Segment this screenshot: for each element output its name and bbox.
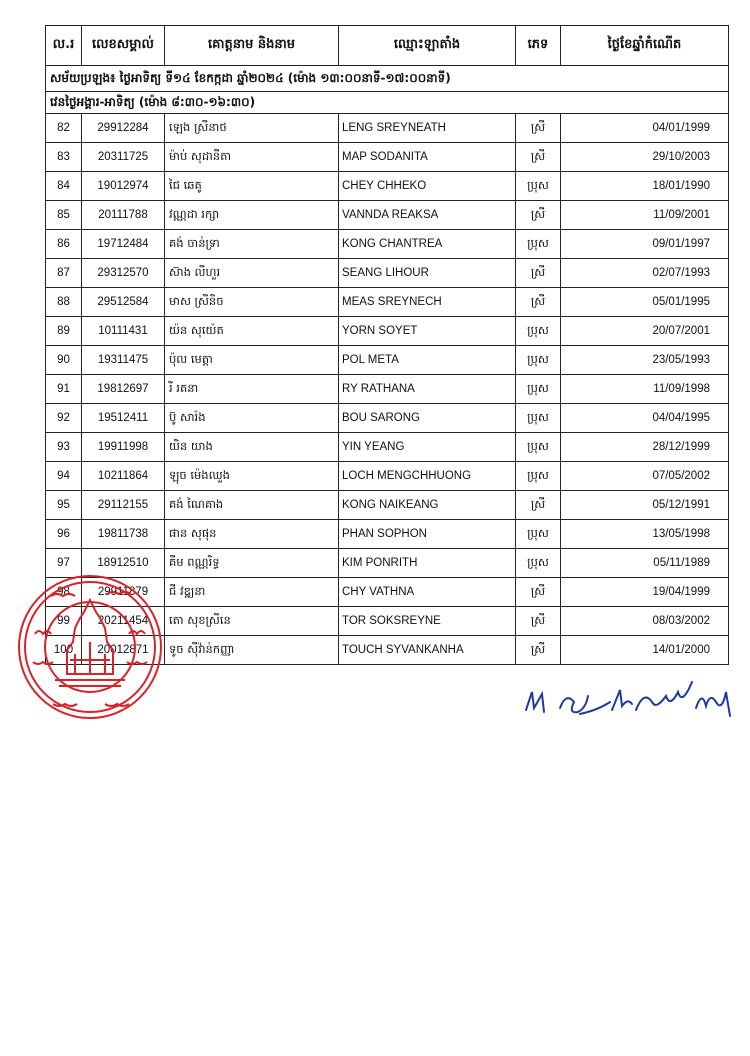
- session-row: [46, 66, 729, 92]
- table-row: [46, 375, 729, 404]
- table-row: [46, 520, 729, 549]
- cell-no: 96: [46, 520, 82, 549]
- cell-dob: 28/12/1999: [561, 433, 729, 462]
- cell-dob: 05/01/1995: [561, 288, 729, 317]
- cell-no: 92: [46, 404, 82, 433]
- cell-latin-name: KONG NAIKEANG: [339, 491, 516, 520]
- cell-gender: ប្រុស: [516, 462, 561, 491]
- cell-gender: ប្រុស: [516, 230, 561, 259]
- table-row: [46, 462, 729, 491]
- cell-khmer-name: ជៃ ឆេគូ: [165, 172, 339, 201]
- cell-no: 90: [46, 346, 82, 375]
- cell-latin-name: YIN YEANG: [339, 433, 516, 462]
- shift-subtitle: វេនថ្ងៃអង្គារ-អាទិត្យ (ម៉ោង ៨:៣០-១៦:៣០): [46, 92, 729, 114]
- cell-dob: 19/04/1999: [561, 578, 729, 607]
- table-row: [46, 230, 729, 259]
- cell-id: 29312570: [82, 259, 165, 288]
- cell-latin-name: LENG SREYNEATH: [339, 114, 516, 143]
- session-title: សម័យប្រឡង៖ ថ្ងៃអាទិត្យ ទី១៤ ខែកក្កដា ឆ្នាំ២០២៤ (ម៉ោង ១៣:០០នាទី-១៧:០០នាទី): [46, 66, 729, 92]
- table-row: [46, 346, 729, 375]
- cell-dob: 05/11/1989: [561, 549, 729, 578]
- table-row: [46, 636, 729, 665]
- cell-latin-name: MEAS SREYNECH: [339, 288, 516, 317]
- cell-khmer-name: យ៉ន សុយ៉េត: [165, 317, 339, 346]
- cell-id: 29112155: [82, 491, 165, 520]
- cell-khmer-name: ទូច ស៊ីវ៉ាន់កញ្ញា: [165, 636, 339, 665]
- cell-khmer-name: គង់ ចាន់ទ្រា: [165, 230, 339, 259]
- cell-id: 19812697: [82, 375, 165, 404]
- cell-dob: 13/05/1998: [561, 520, 729, 549]
- exam-roster-sheet: [45, 25, 728, 665]
- cell-id: 18912510: [82, 549, 165, 578]
- table-row: [46, 143, 729, 172]
- cell-id: 29911879: [82, 578, 165, 607]
- cell-gender: ស្រី: [516, 607, 561, 636]
- cell-id: 20311725: [82, 143, 165, 172]
- cell-gender: ស្រី: [516, 259, 561, 288]
- cell-dob: 18/01/1990: [561, 172, 729, 201]
- cell-latin-name: YORN SOYET: [339, 317, 516, 346]
- cell-latin-name: TOUCH SYVANKANHA: [339, 636, 516, 665]
- cell-gender: ស្រី: [516, 288, 561, 317]
- table-row: [46, 607, 729, 636]
- table-row: [46, 433, 729, 462]
- table-row: [46, 578, 729, 607]
- cell-id: 19512411: [82, 404, 165, 433]
- cell-gender: ស្រី: [516, 636, 561, 665]
- table-header-row: [46, 26, 729, 66]
- cell-latin-name: MAP SODANITA: [339, 143, 516, 172]
- cell-gender: ប្រុស: [516, 549, 561, 578]
- cell-id: 19911998: [82, 433, 165, 462]
- cell-latin-name: CHEY CHHEKO: [339, 172, 516, 201]
- cell-no: 85: [46, 201, 82, 230]
- cell-khmer-name: គង់ ណៃគាង: [165, 491, 339, 520]
- header-dob: ថ្ងៃខែឆ្នាំកំណើត: [561, 26, 729, 66]
- header-latin-name: ឈ្មោះឡាតាំង: [339, 26, 516, 66]
- table-row: [46, 404, 729, 433]
- cell-no: 94: [46, 462, 82, 491]
- header-khmer-name: គោត្តនាម និងនាម: [165, 26, 339, 66]
- cell-khmer-name: មាស ស្រីនិច: [165, 288, 339, 317]
- cell-no: 88: [46, 288, 82, 317]
- cell-latin-name: PHAN SOPHON: [339, 520, 516, 549]
- cell-khmer-name: ស៊ាង លីហួរ: [165, 259, 339, 288]
- cell-gender: ប្រុស: [516, 172, 561, 201]
- candidate-table: [45, 25, 729, 665]
- table-row: [46, 259, 729, 288]
- cell-khmer-name: ប៉ុល មេត្តា: [165, 346, 339, 375]
- cell-dob: 05/12/1991: [561, 491, 729, 520]
- cell-khmer-name: រី រតនា: [165, 375, 339, 404]
- cell-dob: 09/01/1997: [561, 230, 729, 259]
- cell-no: 87: [46, 259, 82, 288]
- cell-no: 100: [46, 636, 82, 665]
- cell-no: 91: [46, 375, 82, 404]
- cell-id: 19311475: [82, 346, 165, 375]
- cell-latin-name: CHY VATHNA: [339, 578, 516, 607]
- cell-dob: 04/01/1999: [561, 114, 729, 143]
- cell-latin-name: KONG CHANTREA: [339, 230, 516, 259]
- cell-no: 84: [46, 172, 82, 201]
- cell-gender: ស្រី: [516, 491, 561, 520]
- cell-no: 82: [46, 114, 82, 143]
- cell-gender: ប្រុស: [516, 404, 561, 433]
- cell-no: 95: [46, 491, 82, 520]
- table-row: [46, 201, 729, 230]
- cell-id: 19811738: [82, 520, 165, 549]
- header-id: លេខសម្គាល់: [82, 26, 165, 66]
- cell-id: 20111788: [82, 201, 165, 230]
- cell-no: 89: [46, 317, 82, 346]
- cell-khmer-name: គីម ពណ្ណរិទ្ធ: [165, 549, 339, 578]
- cell-no: 86: [46, 230, 82, 259]
- cell-latin-name: SEANG LIHOUR: [339, 259, 516, 288]
- cell-dob: 07/05/2002: [561, 462, 729, 491]
- cell-no: 83: [46, 143, 82, 172]
- table-row: [46, 114, 729, 143]
- signature: [520, 680, 740, 724]
- cell-khmer-name: ម៉ាប់ សុដានីតា: [165, 143, 339, 172]
- cell-khmer-name: យិន យាង: [165, 433, 339, 462]
- shift-row: [46, 92, 729, 114]
- cell-id: 19012974: [82, 172, 165, 201]
- cell-latin-name: KIM PONRITH: [339, 549, 516, 578]
- table-row: [46, 317, 729, 346]
- cell-gender: ស្រី: [516, 578, 561, 607]
- cell-no: 97: [46, 549, 82, 578]
- cell-dob: 14/01/2000: [561, 636, 729, 665]
- cell-id: 20211454: [82, 607, 165, 636]
- cell-latin-name: POL META: [339, 346, 516, 375]
- cell-khmer-name: តោ សុខស្រីនេ: [165, 607, 339, 636]
- cell-no: 93: [46, 433, 82, 462]
- header-no: ល.រ: [46, 26, 82, 66]
- cell-dob: 08/03/2002: [561, 607, 729, 636]
- cell-gender: ស្រី: [516, 143, 561, 172]
- cell-gender: ប្រុស: [516, 317, 561, 346]
- cell-gender: ប្រុស: [516, 346, 561, 375]
- cell-gender: ប្រុស: [516, 433, 561, 462]
- table-row: [46, 491, 729, 520]
- cell-latin-name: TOR SOKSREYNE: [339, 607, 516, 636]
- table-row: [46, 172, 729, 201]
- cell-gender: ស្រី: [516, 201, 561, 230]
- cell-latin-name: BOU SARONG: [339, 404, 516, 433]
- cell-id: 19712484: [82, 230, 165, 259]
- cell-latin-name: RY RATHANA: [339, 375, 516, 404]
- cell-dob: 20/07/2001: [561, 317, 729, 346]
- cell-khmer-name: ឡុច ម៉េងឈួង: [165, 462, 339, 491]
- header-gender: ភេទ: [516, 26, 561, 66]
- cell-id: 10211864: [82, 462, 165, 491]
- cell-latin-name: LOCH MENGCHHUONG: [339, 462, 516, 491]
- table-row: [46, 549, 729, 578]
- cell-khmer-name: ជី វឌ្ឍនា: [165, 578, 339, 607]
- cell-id: 29512584: [82, 288, 165, 317]
- cell-dob: 29/10/2003: [561, 143, 729, 172]
- cell-no: 99: [46, 607, 82, 636]
- cell-gender: ប្រុស: [516, 520, 561, 549]
- cell-gender: ស្រី: [516, 114, 561, 143]
- table-row: [46, 288, 729, 317]
- cell-gender: ប្រុស: [516, 375, 561, 404]
- cell-no: 98: [46, 578, 82, 607]
- cell-id: 20012871: [82, 636, 165, 665]
- cell-id: 10111431: [82, 317, 165, 346]
- cell-khmer-name: វណ្ណដា រក្សា: [165, 201, 339, 230]
- cell-dob: 11/09/1998: [561, 375, 729, 404]
- cell-latin-name: VANNDA REAKSA: [339, 201, 516, 230]
- cell-khmer-name: ឡេង ស្រីនាថ: [165, 114, 339, 143]
- cell-khmer-name: ប៊ូ សារ៉ង: [165, 404, 339, 433]
- cell-dob: 11/09/2001: [561, 201, 729, 230]
- cell-dob: 04/04/1995: [561, 404, 729, 433]
- cell-khmer-name: ផាន សុផុន: [165, 520, 339, 549]
- cell-dob: 02/07/1993: [561, 259, 729, 288]
- cell-id: 29912284: [82, 114, 165, 143]
- cell-dob: 23/05/1993: [561, 346, 729, 375]
